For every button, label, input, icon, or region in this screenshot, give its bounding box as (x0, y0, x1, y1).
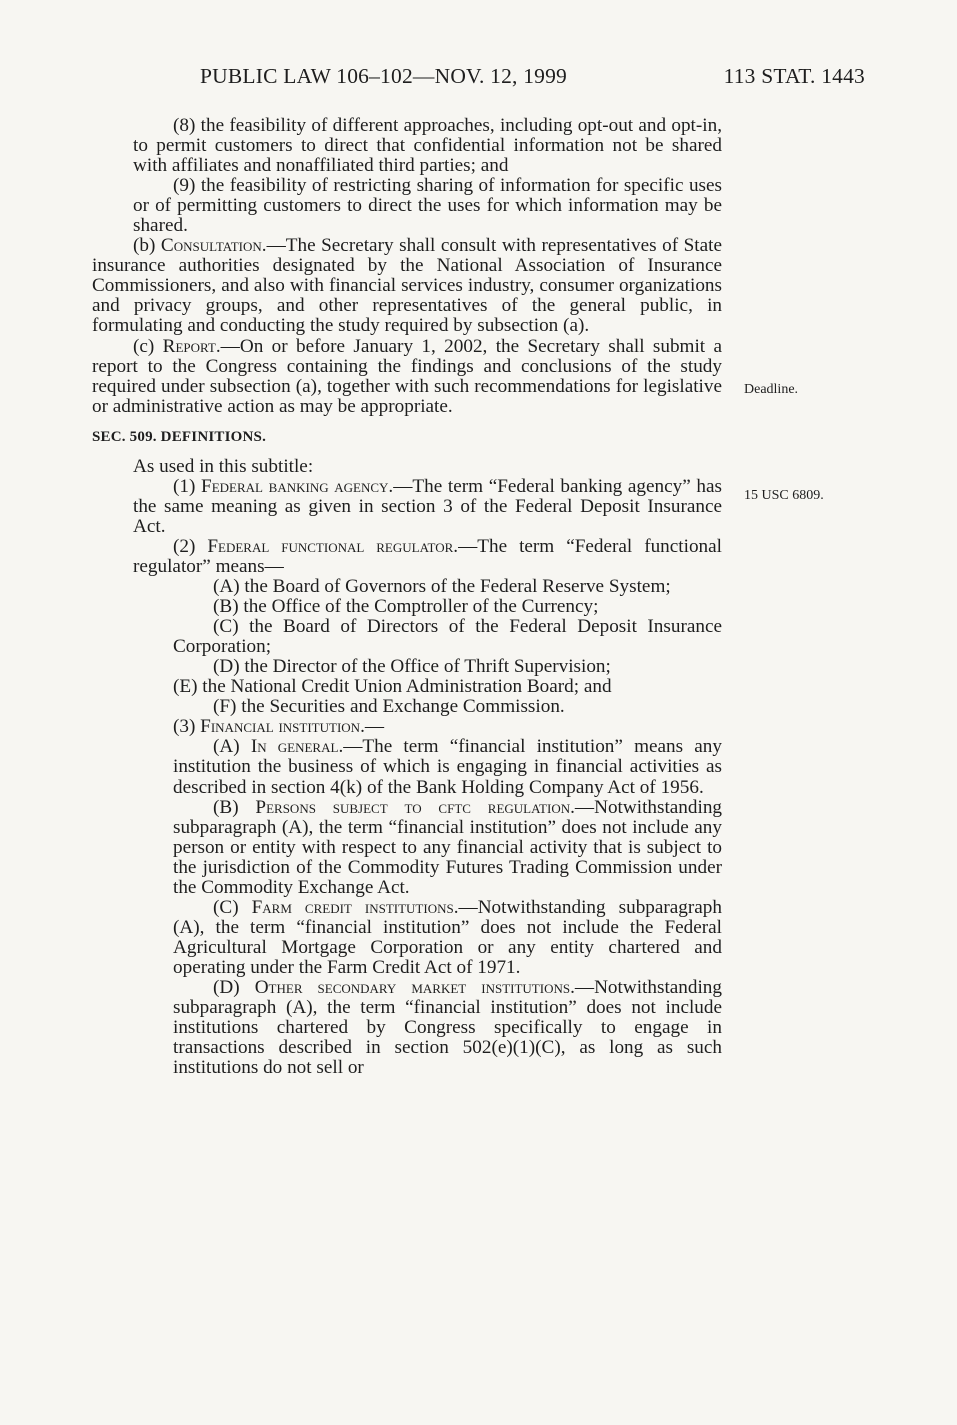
definition-2-B: (B) the Office of the Comptroller of the Currency; (213, 596, 599, 618)
definition-3-B (92, 798, 722, 898)
definition-1-heading: Federal banking agency (201, 475, 389, 497)
definition-2-text: .—The term “Federal functional regulator” means— (133, 535, 722, 577)
definition-3-D-label: (D) (213, 976, 255, 998)
definition-3-label: (3) (173, 716, 201, 738)
definition-2-heading: Federal functional regulator (207, 535, 454, 557)
definition-3-C (92, 898, 722, 978)
definitions-intro: As used in this subtitle: (133, 455, 314, 477)
definition-3-text: .— (360, 716, 385, 738)
document-body (92, 116, 722, 1078)
definition-2-F: (F) the Securities and Exchange Commission. (213, 696, 565, 718)
subsection-b-heading: Consultation (160, 235, 262, 257)
paragraph-8: (8) the feasibility of different approaches, including opt-out and opt-in, to permit customers to direct that confidential information not be shared with affiliates and nonaffiliated third parties; and (133, 115, 722, 177)
subsection-c-heading: Report (162, 335, 216, 357)
subsection-c-text: .—On or before January 1, 2002, the Secretary shall submit a report to the Congress containing the findings and conclusions of the study required under subsection (a), together with such recommendations for legislative or administrative action as may be appropriate. (92, 335, 723, 417)
definition-3-B-heading: Persons subject to cftc regulation (255, 796, 571, 818)
definition-2-E: (E) the National Credit Union Administration Board; and (173, 676, 612, 698)
definition-1 (92, 477, 722, 537)
definition-2-A: (A) the Board of Governors of the Federal Reserve System; (213, 576, 671, 598)
definition-2 (92, 537, 722, 577)
margin-note-usc: 15 USC 6809. (744, 488, 824, 503)
definition-3-B-label: (B) (213, 796, 256, 818)
subsection-b (92, 236, 722, 336)
subsection-c (92, 337, 722, 417)
definition-3-C-label: (C) (213, 896, 252, 918)
header-law-citation: PUBLIC LAW 106–102—NOV. 12, 1999 (200, 64, 568, 88)
definition-3-C-heading: Farm credit institutions (251, 896, 454, 918)
definition-3-A-heading: In general (250, 736, 339, 758)
definition-2-C: (C) the Board of Directors of the Federal Deposit Insurance Corporation; (173, 616, 722, 658)
definition-3-A-label: (A) (213, 736, 251, 758)
margin-note-deadline: Deadline. (744, 382, 799, 397)
subsection-c-label: (c) (133, 335, 163, 357)
definition-1-text: .—The term “Federal banking agency” has the same meaning as given in section 3 of the Federal Deposit Insurance Act. (133, 475, 722, 537)
definition-3-B-text: .—Notwithstanding subparagraph (A), the term “financial institution” does not include any person or entity with respect to any financial activity that is subject to the jurisdiction of the Commodity Futures Trading Commission under the Commodity Exchange Act. (173, 796, 723, 898)
definition-3-A (92, 737, 722, 797)
definition-2-D: (D) the Director of the Office of Thrift Supervision; (213, 656, 611, 678)
definition-3-D-text: .—Notwithstanding subparagraph (A), the term “financial institution” does not include institutions chartered by Congress specifically to engage in transactions described in section 502(e)(1)(C), as long as such institutions do not sell or (173, 976, 722, 1079)
definition-2-label: (2) (173, 535, 208, 557)
subsection-b-label: (b) (133, 235, 161, 257)
definition-3-A-text: .—The term “financial institution” means any institution the business of which is engaging in financial activities as described in section 4(k) of the Bank Holding Company Act of 1956. (173, 736, 722, 798)
subsection-b-text: .—The Secretary shall consult with representatives of State insurance authorities designated by the National Association of Insurance Commissioners, and also with financial services industry, consumer organizations and privacy groups, and other representatives of the general public, in formulating and conducting the study required by subsection (a). (92, 235, 723, 337)
header-stat-page: 113 STAT. 1443 (723, 64, 865, 88)
section-heading: SEC. 509. DEFINITIONS. (92, 428, 267, 445)
paragraph-9: (9) the feasibility of restricting sharing of information for specific uses or of permitting customers to direct the uses for which information may be shared. (133, 175, 722, 237)
definition-3 (92, 717, 722, 737)
definition-3-D (92, 978, 722, 1078)
definition-1-label: (1) (173, 475, 202, 497)
definition-3-D-heading: Other secondary market institutions (254, 976, 571, 998)
definition-3-heading: Financial institution (200, 716, 361, 738)
definition-3-C-text: .—Notwithstanding subparagraph (A), the term “financial institution” does not include the Federal Agricultural Mortgage Corporation or any entity chartered and operating under the Farm Credit Act of 1971. (173, 896, 722, 978)
